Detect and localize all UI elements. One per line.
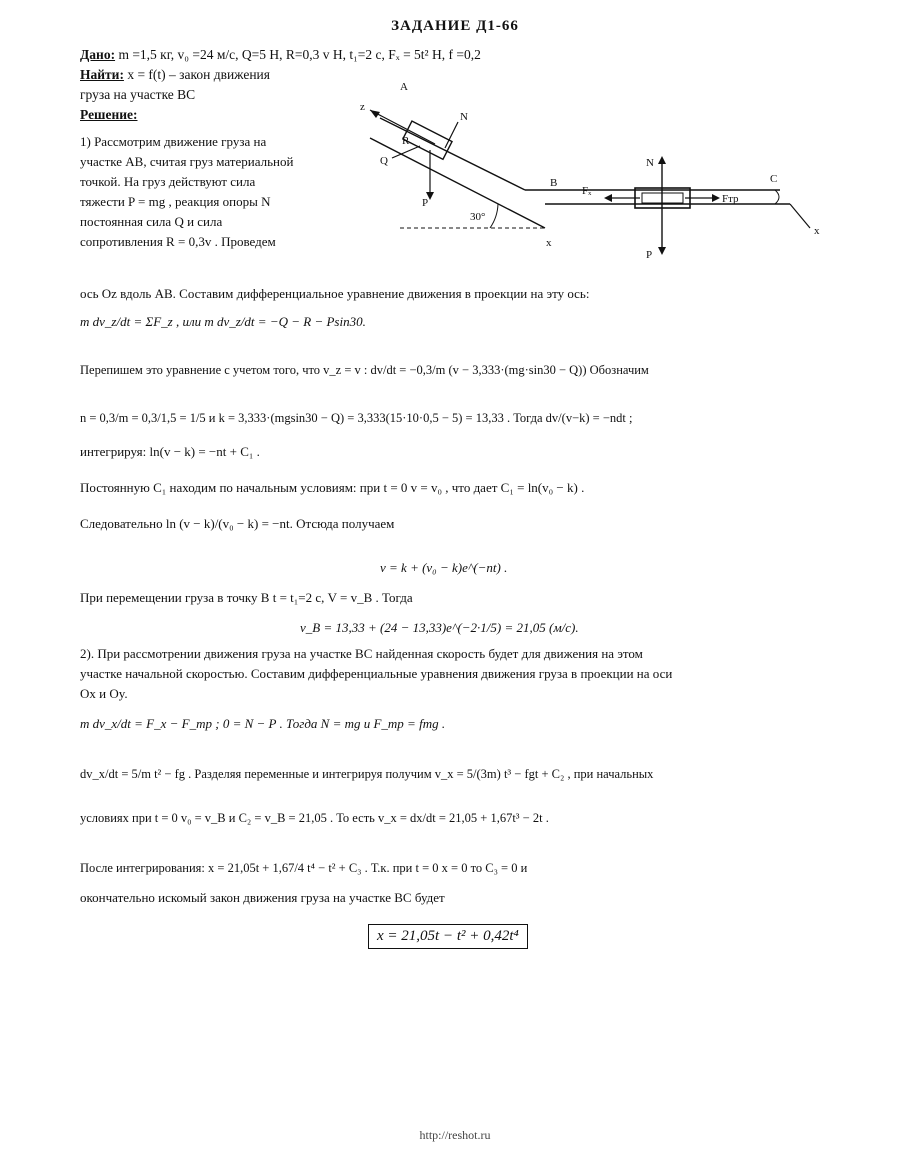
given-label: Дано: (80, 47, 116, 62)
given-text: m =1,5 кг, v₀ =24 м/с, Q=5 Н, R=0,3 v Н, t₁=2 с, Fₓ = 5t² Н, f =0,2 (118, 47, 481, 62)
para8-line: Ox и Oy. (80, 686, 128, 701)
para8-line: участке начальной скоростью. Составим дифференциальные уравнения движения груза в проекции на оси (80, 666, 673, 681)
para1-last-line: ось Oz вдоль AB. Составим дифференциальное уравнение движения в проекции на эту ось: (80, 286, 590, 301)
para5: Постоянную C₁ находим по начальным условиям: при t = 0 v = v₀ , что дает C₁ = ln(v₀ − k) . (80, 480, 585, 495)
para3: n = 0,3/m = 0,3/1,5 = 1/5 и k = 3,333·(mgsin30 − Q) = 3,333(15·10·0,5 − 5) = 13,33 . Тогда dv/(v−k) = −ndt ; (80, 411, 633, 425)
para10: условиях при t = 0 v₀ = v_B и C₂ = v_B = 21,05 . То есть v_x = dx/dt = 21,05 + 1,67t³ − 2t . (80, 811, 549, 825)
para8-line: 2). При рассмотрении движения груза на участке ВС найденная скорость будет для движения на этом (80, 646, 643, 661)
para6: Следовательно ln (v − k)/(v₀ − k) = −nt. Отсюда получаем (80, 516, 395, 531)
friction-arrowhead (604, 194, 612, 202)
para1-line: точкой. На груз действуют сила (80, 174, 256, 189)
label-n2: N (646, 157, 654, 169)
para7: При перемещении груза в точку B t = t₁=2 с, V = v_B . Тогда (80, 590, 413, 605)
label-r: R (402, 135, 410, 147)
para1-line: участке АВ, считая груз материальной (80, 154, 294, 169)
label-p2: P (646, 249, 653, 261)
fx-arrowhead (712, 194, 720, 202)
find-text-2: груза на участке ВС (80, 87, 196, 102)
label-x-axis: x (814, 225, 820, 237)
label-ftr: Fтр (722, 193, 739, 205)
label-z: z (360, 101, 365, 113)
para1-line: 1) Рассмотрим движение груза на (80, 134, 267, 149)
label-x-lower: x (546, 237, 552, 249)
label-c: C (770, 173, 778, 185)
mechanics-diagram (350, 78, 840, 278)
equation-1: m dv_z/dt = ΣF_z , или m dv_z/dt = −Q − R − Psin30. (80, 314, 366, 329)
x-axis-end (790, 204, 810, 228)
answer-box: x = 21,05t − t² + 0,42t⁴ (368, 924, 528, 949)
page-title: ЗАДАНИЕ Д1-66 (391, 18, 519, 34)
footer-url: http://reshot.ru (419, 1128, 491, 1142)
para1-block (80, 132, 350, 252)
label-a: A (400, 81, 408, 93)
para1-line: сопротивления R = 0,3v . Проведем (80, 234, 276, 249)
label-p: P (422, 197, 429, 209)
para8-block (80, 644, 840, 704)
para2: Перепишем это уравнение с учетом того, что v_z = v : dv/dt = −0,3/m (v − 3,333·(mg·sin30 − Q)) Обозначим (80, 363, 649, 377)
equation-4: m dv_x/dt = F_x − F_тр ; 0 = N − P . Тогда N = mg и F_тр = fmg . (80, 716, 446, 731)
para9: dv_x/dt = 5/m t² − fg . Разделяя переменные и интегрируя получим v_x = 5/(3m) t³ − fgt + C₂ , при начальных (80, 767, 654, 781)
given-line (80, 46, 481, 64)
label-b: B (550, 177, 558, 189)
equation-3: v_B = 13,33 + (24 − 13,33)e^(−2·1/5) = 21,05 (м/с). (300, 620, 579, 635)
para11: После интегрирования: x = 21,05t + 1,67/4 t⁴ − t² + C₃ . Т.к. при t = 0 x = 0 то C₃ = 0 и (80, 861, 528, 875)
para12: окончательно искомый закон движения груза на участке ВС будет (80, 890, 445, 905)
para1-line: тяжести P = mg , реакция опоры N (80, 194, 271, 209)
find-text: x = f(t) – закон движения (127, 67, 270, 82)
para1-line: постоянная сила Q и сила (80, 214, 223, 229)
label-angle: 30° (470, 211, 486, 223)
n-arrowhead (658, 156, 666, 164)
find-label: Найти: (80, 67, 124, 82)
p2-arrowhead (658, 247, 666, 255)
equation-2: v = k + (v₀ − k)e^(−nt) . (380, 560, 508, 575)
label-fx: Fₓ (582, 185, 592, 197)
find-line (80, 66, 270, 84)
label-q: Q (380, 155, 388, 167)
label-n: N (460, 111, 468, 123)
angle-arc (490, 204, 498, 228)
solution-label: Решение: (80, 107, 138, 122)
incline-bottom-edge (370, 138, 545, 228)
para4: интегрируя: ln(v − k) = −nt + C₁ . (80, 444, 260, 459)
c-bracket (775, 190, 779, 204)
z-axis-arrowhead (370, 110, 380, 118)
